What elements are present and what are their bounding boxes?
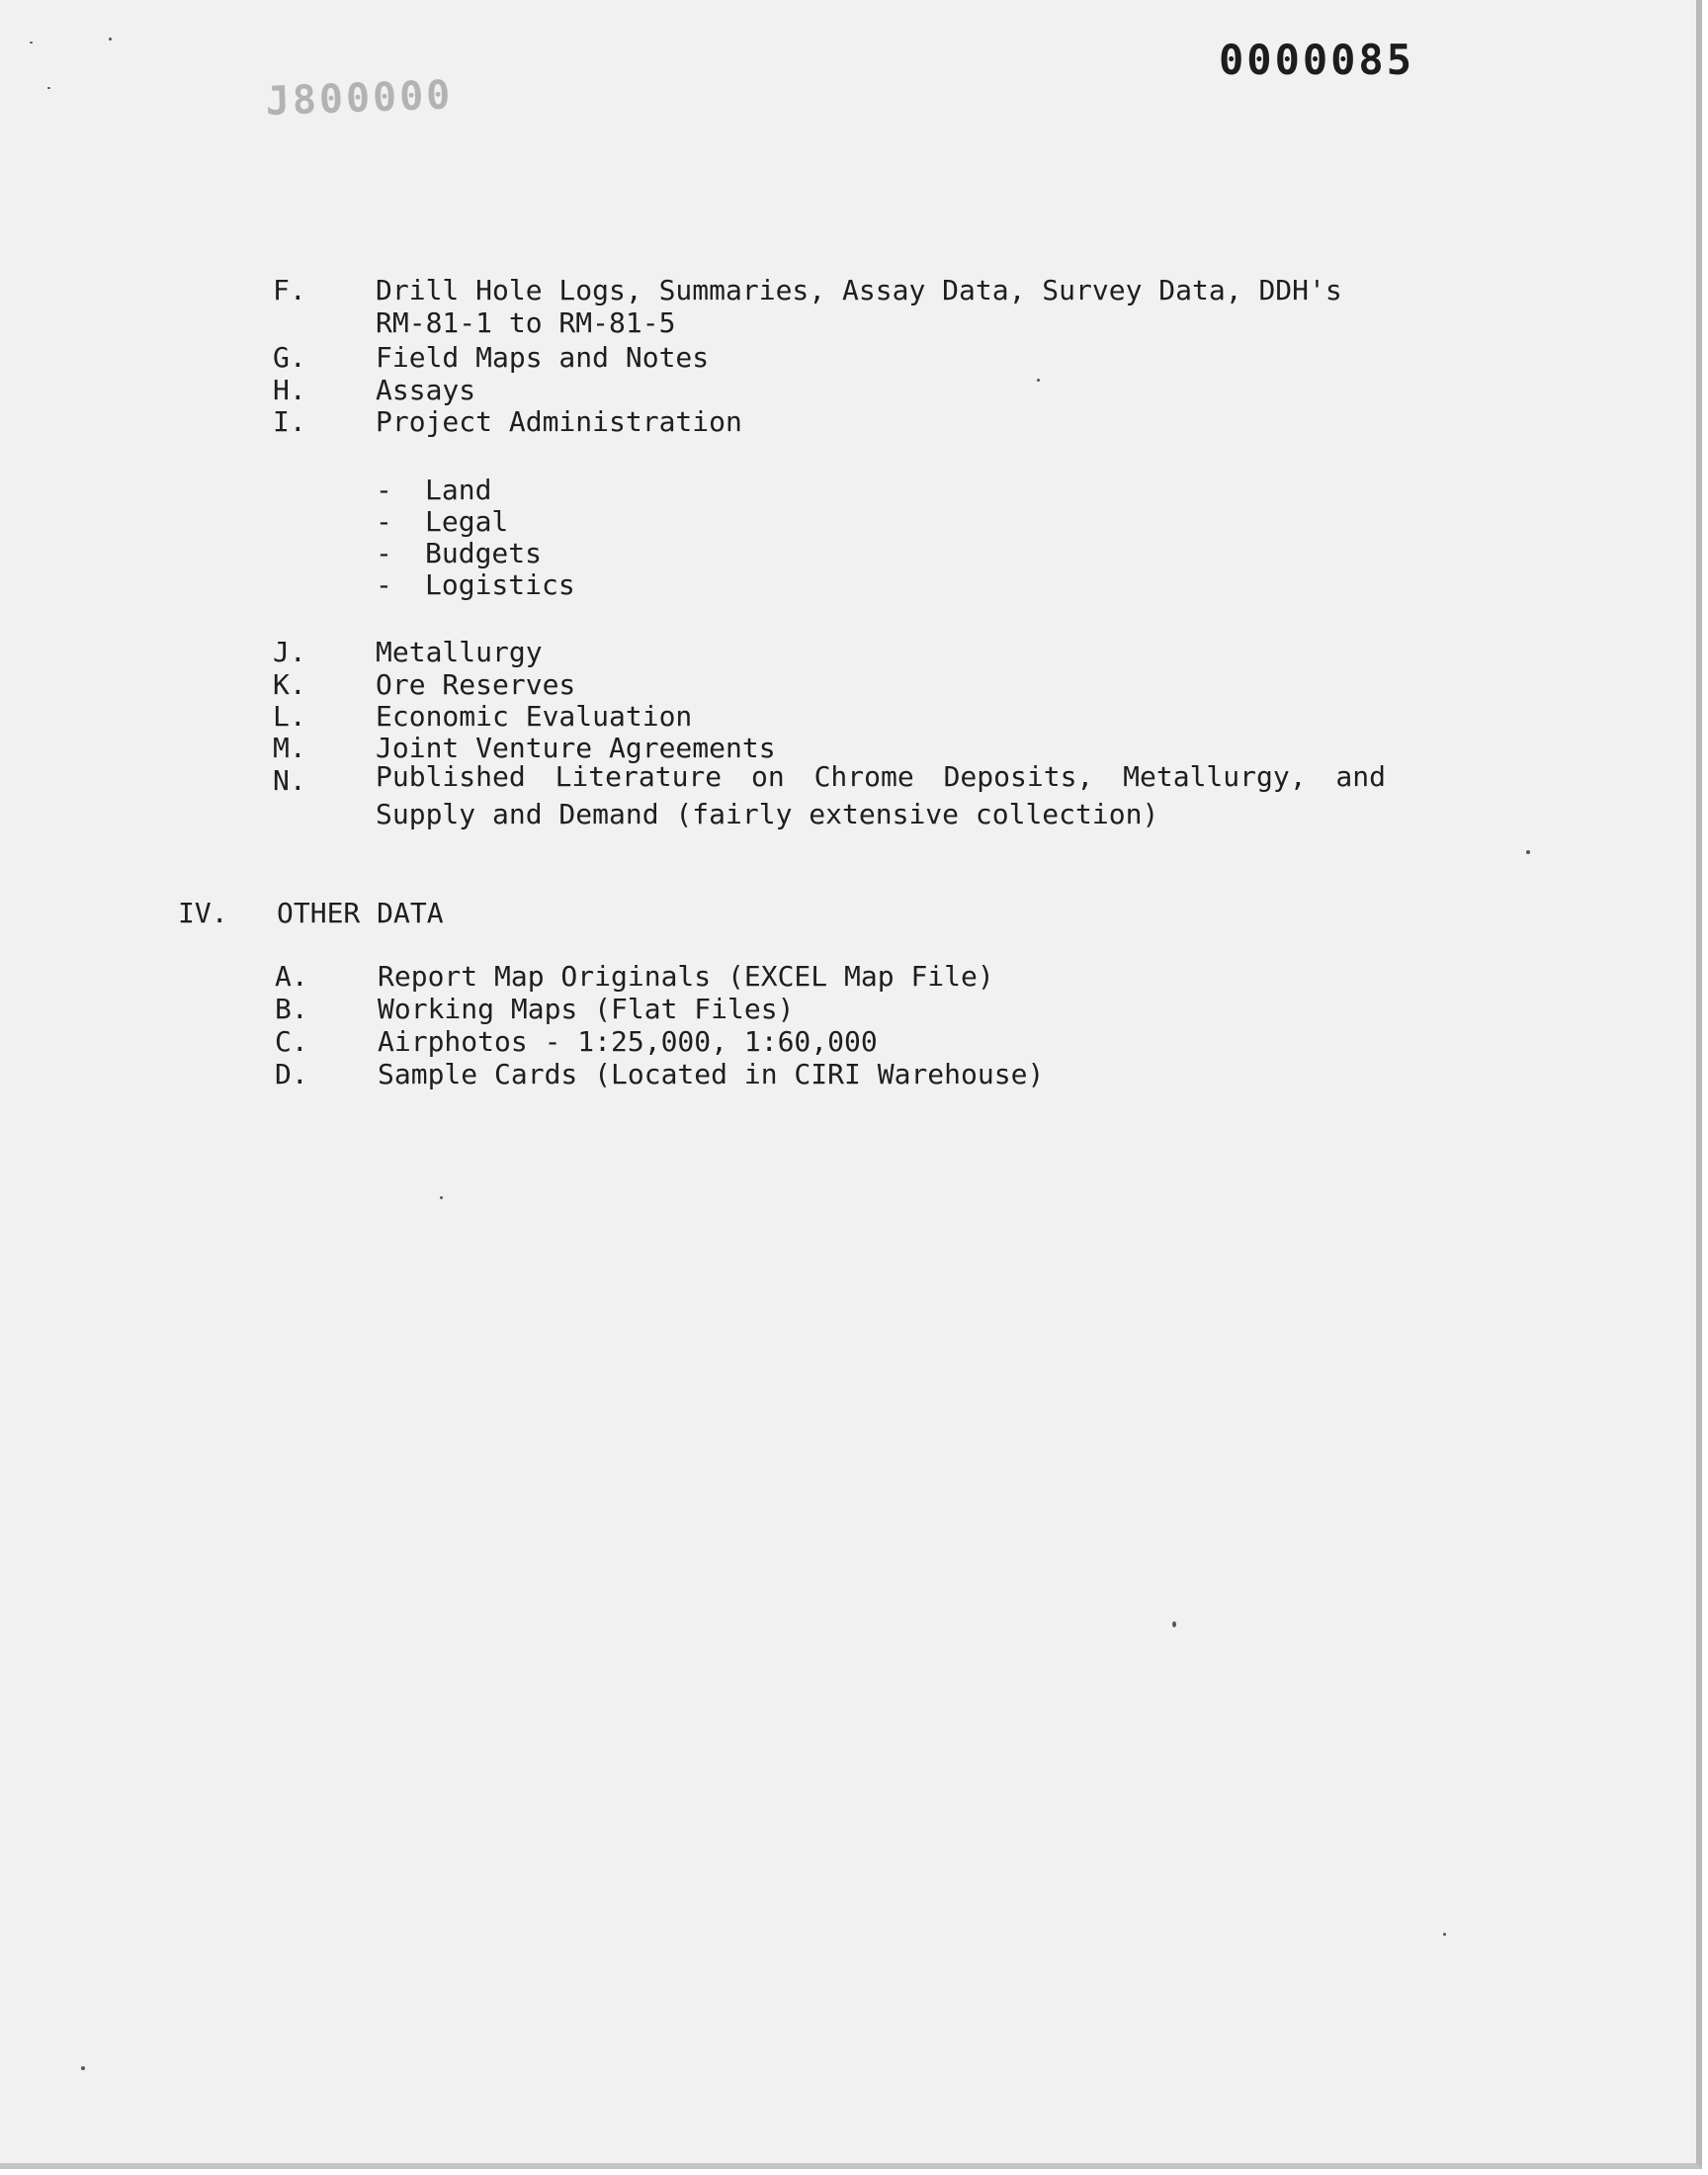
scan-speck <box>1172 1621 1176 1627</box>
list-item-g <box>273 342 1162 374</box>
item-letter: J. <box>273 636 306 668</box>
scan-speck <box>47 87 50 89</box>
item-text: Assays <box>376 374 476 406</box>
dash-bullet: - <box>376 568 392 601</box>
subitem-text: Legal <box>425 505 509 538</box>
section-numeral: IV. <box>178 897 228 929</box>
list-item-f <box>273 275 1419 306</box>
list-item-n-continuation <box>376 799 1158 830</box>
list-item-f-continuation <box>376 307 675 339</box>
scan-speck <box>1526 850 1530 854</box>
item-letter: N. <box>273 764 306 797</box>
item-letter: K. <box>273 668 306 701</box>
scan-speck <box>30 42 33 44</box>
item-letter: B. <box>275 993 308 1025</box>
item-letter: L. <box>273 700 306 733</box>
subitem-legal <box>376 506 969 538</box>
section-heading: OTHER DATA <box>277 897 444 929</box>
list-item-d <box>275 1059 1263 1090</box>
item-text: Drill Hole Logs, Summaries, Assay Data, Survey Data, DDH's <box>376 274 1342 306</box>
scan-speck <box>1443 1933 1446 1936</box>
list-item-l <box>273 701 1162 733</box>
scan-speck <box>109 38 112 41</box>
item-letter: D. <box>275 1058 308 1090</box>
dash-bullet: - <box>376 537 392 569</box>
item-text: Ore Reserves <box>376 668 576 701</box>
item-text: Joint Venture Agreements <box>376 732 776 764</box>
item-text: RM-81-1 to RM-81-5 <box>376 306 676 339</box>
scan-speck <box>1037 379 1040 382</box>
item-letter: F. <box>273 274 306 306</box>
section-heading-iv <box>178 898 870 929</box>
item-text: Sample Cards (Located in CIRI Warehouse) <box>378 1058 1045 1090</box>
page-number-stamp: 0000085 <box>1219 36 1415 84</box>
item-text: Report Map Originals (EXCEL Map File) <box>378 960 994 993</box>
item-text: Metallurgy <box>376 636 543 668</box>
subitem-text: Budgets <box>425 537 543 569</box>
scan-speck <box>440 1196 443 1199</box>
subitem-text: Land <box>425 474 492 506</box>
list-item-n <box>273 765 372 797</box>
list-item-i <box>273 406 1162 438</box>
item-text: Project Administration <box>376 405 742 438</box>
item-text: Field Maps and Notes <box>376 341 710 374</box>
item-letter: H. <box>273 374 306 406</box>
item-letter: C. <box>275 1025 308 1058</box>
list-item-c <box>275 1026 1263 1058</box>
dash-bullet: - <box>376 505 392 538</box>
scan-speck <box>81 2066 85 2070</box>
list-item-b <box>275 994 1263 1025</box>
subitem-logistics <box>376 569 969 601</box>
item-letter: I. <box>273 405 306 438</box>
subitem-land <box>376 475 969 506</box>
faint-number-stamp: J800000 <box>265 72 455 125</box>
list-item-n-text: Published Literature on Chrome Deposits, Metallurgy, and <box>376 760 1386 793</box>
item-text: Airphotos - 1:25,000, 1:60,000 <box>378 1025 878 1058</box>
item-text: Supply and Demand (fairly extensive collection) <box>376 798 1159 830</box>
list-item-k <box>273 669 1162 701</box>
subitem-budgets <box>376 538 969 569</box>
subitem-text: Logistics <box>425 568 575 601</box>
list-item-a <box>275 961 1263 993</box>
item-letter: G. <box>273 341 306 374</box>
list-item-h <box>273 375 1162 406</box>
list-item-j <box>273 637 1162 668</box>
item-letter: A. <box>275 960 308 993</box>
dash-bullet: - <box>376 474 392 506</box>
item-text: Working Maps (Flat Files) <box>378 993 795 1025</box>
item-letter: M. <box>273 732 306 764</box>
item-text: Economic Evaluation <box>376 700 693 733</box>
